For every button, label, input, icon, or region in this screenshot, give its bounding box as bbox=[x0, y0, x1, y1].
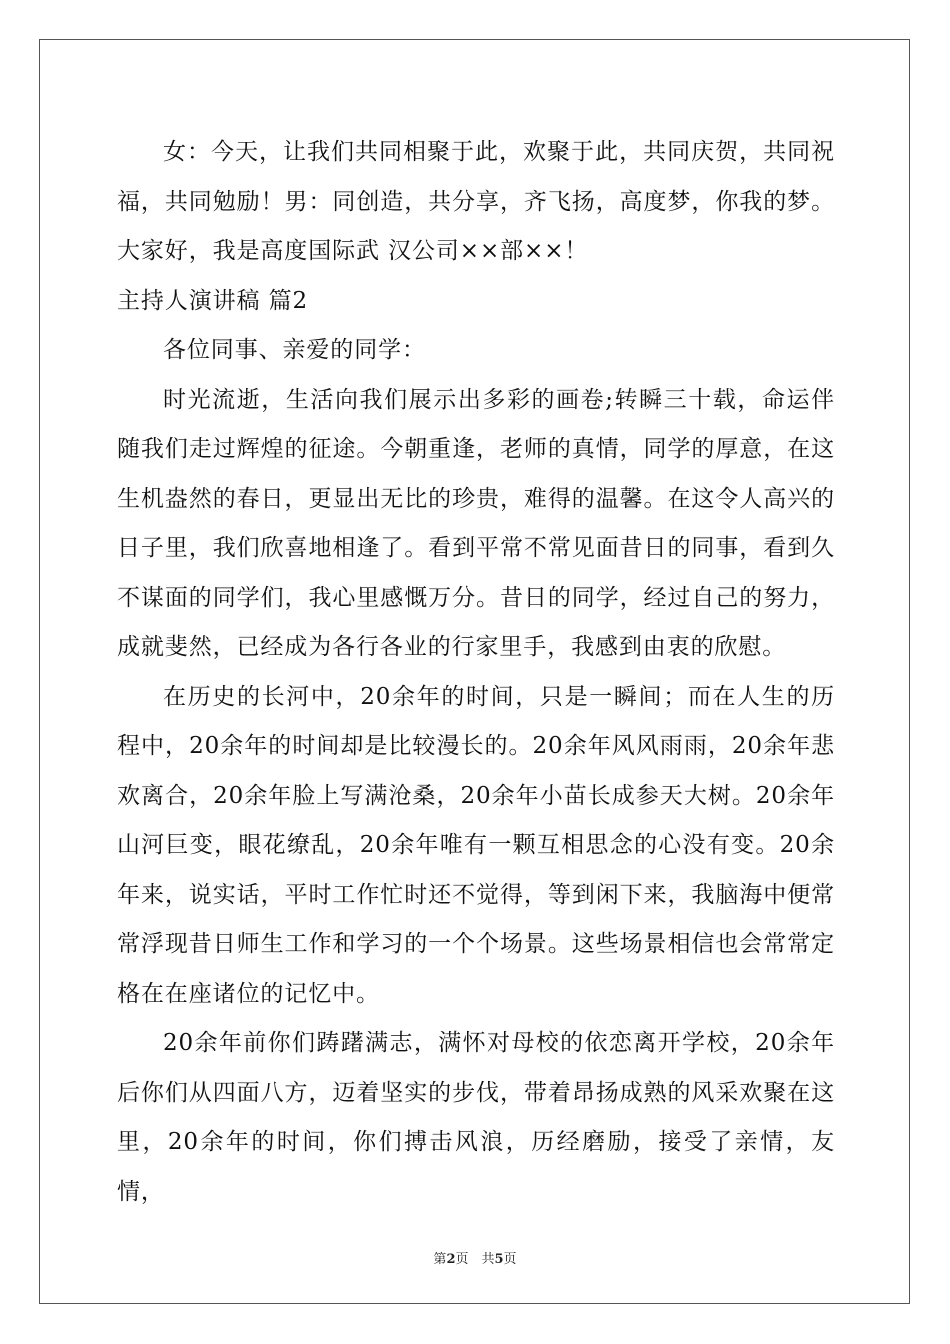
total-page-count: 5 bbox=[494, 1252, 504, 1267]
page-footer bbox=[0, 1248, 950, 1267]
paragraph-body: 20余年前你们踌躇满志，满怀对母校的依恋离开学校，20余年后你们从四面八方，迈着坚实的步伐，带着昂扬成熟的风采欢聚在这里，20余年的时间，你们搏击风浪，历经磨励，接受了亲情，友情， bbox=[117, 1030, 835, 1205]
footer-prefix: 第 bbox=[433, 1252, 447, 1267]
paragraph-body: 时光流逝，生活向我们展示出多彩的画卷;转瞬三十载，命运伴随我们走过辉煌的征途。今朝重逢，老师的真情，同学的厚意，在这生机盎然的春日，更显出无比的珍贵，难得的温馨。在这令人高兴的日子里，我们欣喜地相逢了。看到平常不常见面昔日的同事，看到久不谋面的同学们，我心里感慨万分。昔日的同学，经过自己的努力，成就斐然，已经成为各行各业的行家里手，我感到由衷的欣慰。 bbox=[117, 386, 835, 660]
current-page-number: 2 bbox=[446, 1252, 456, 1267]
document-body bbox=[117, 128, 835, 1217]
paragraph-intro: 女：今天，让我们共同相聚于此，欢聚于此，共同庆贺，共同祝福，共同勉励！男：同创造，共分享，齐飞扬，高度梦，你我的梦。大家好，我是高度国际武 汉公司××部××！ bbox=[117, 139, 835, 264]
footer-middle: 页 共 bbox=[455, 1252, 495, 1267]
paragraph-salutation: 各位同事、亲爱的同学： bbox=[163, 337, 426, 363]
section-heading: 主持人演讲稿 篇2 bbox=[117, 287, 309, 314]
footer-suffix: 页 bbox=[503, 1252, 517, 1267]
paragraph-body: 在历史的长河中，20余年的时间，只是一瞬间；而在人生的历程中，20余年的时间却是比较漫长的。20余年风风雨雨，20余年悲欢离合，20余年脸上写满沧桑，20余年小苗长成参天大树。20余年山河巨变，眼花缭乱，20余年唯有一颗互相思念的心没有变。20余年来，说实话，平时工作忙时还不觉得，等到闲下来，我脑海中便常常浮现昔日师生工作和学习的一个个场景。这些场景相信也会常常定格在在座诸位的记忆中。 bbox=[117, 683, 835, 1007]
